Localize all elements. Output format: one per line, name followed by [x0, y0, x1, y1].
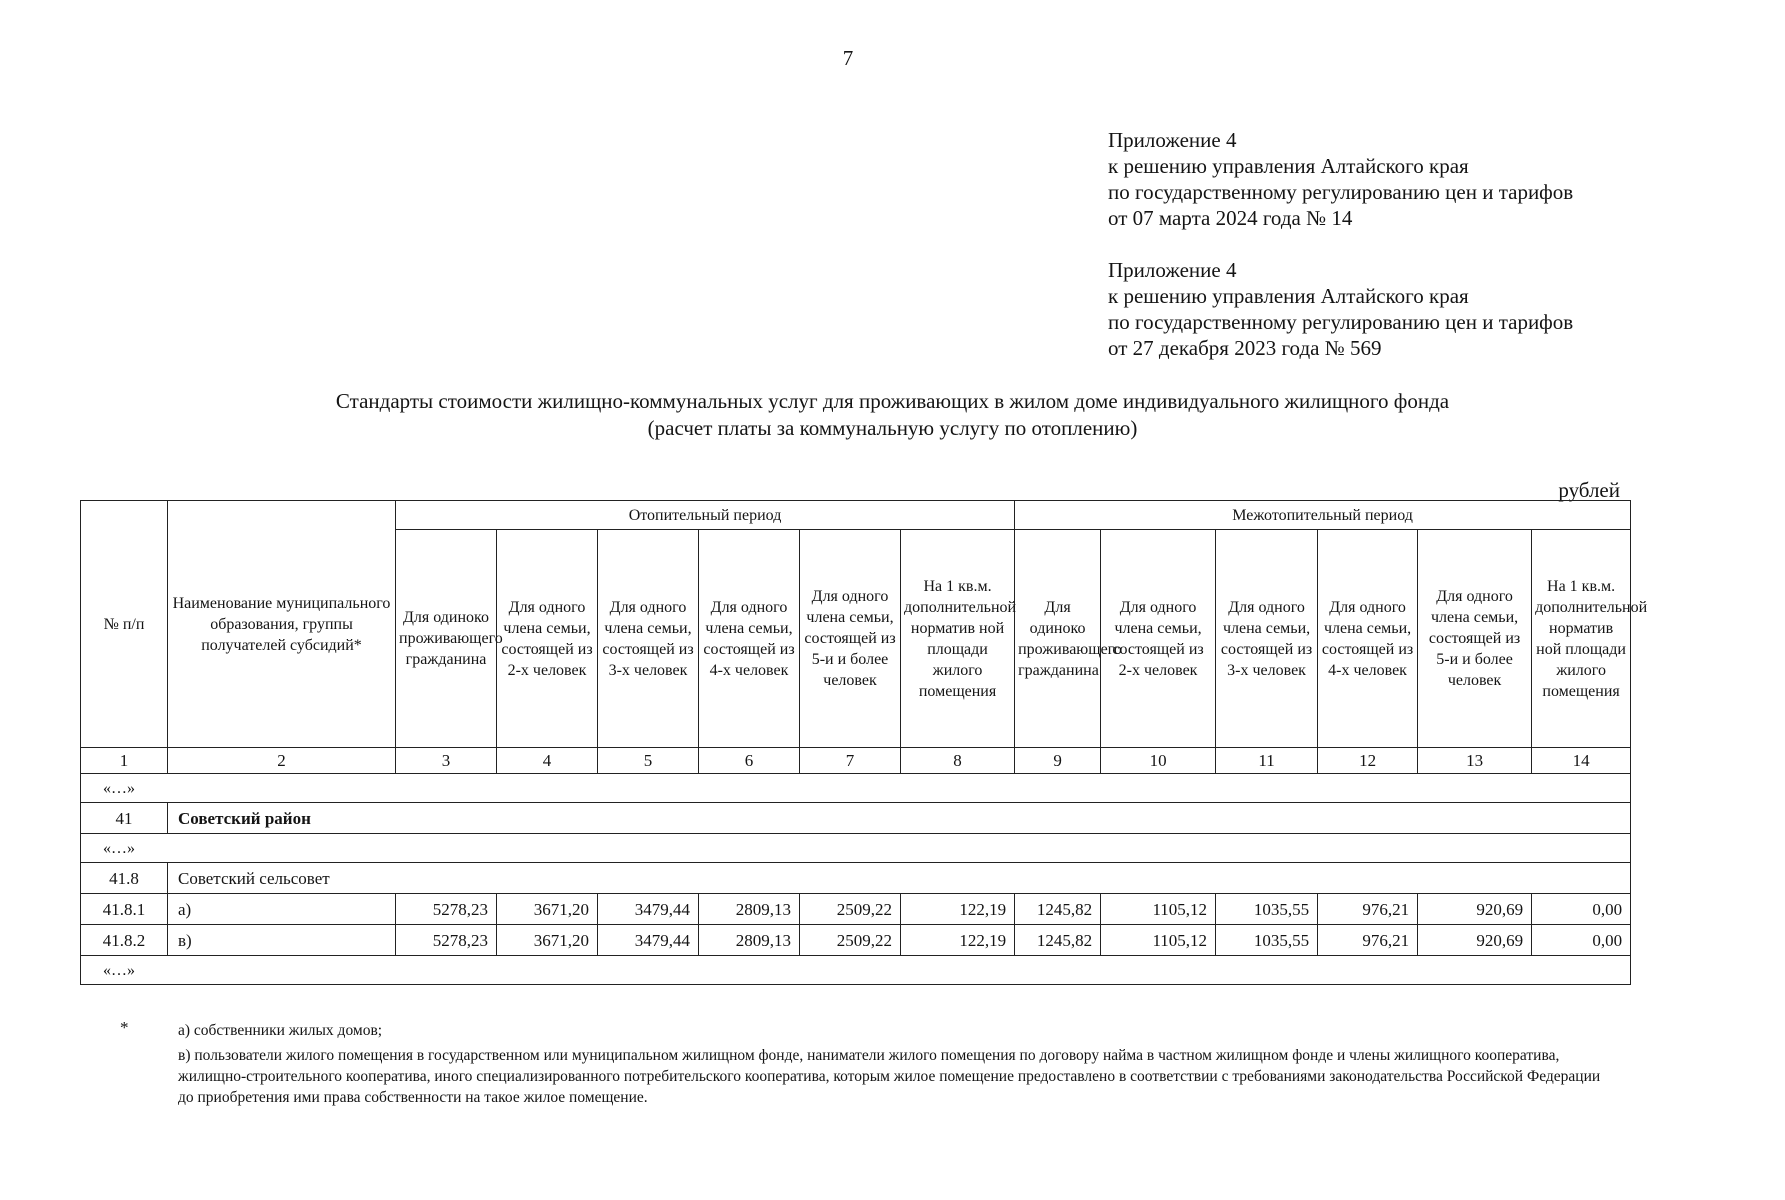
column-number: 7	[800, 748, 901, 774]
settlement-name: Советский сельсовет	[168, 863, 1631, 894]
column-number: 11	[1216, 748, 1318, 774]
col-header: Для одиноко проживающего гражданина	[1015, 530, 1101, 748]
recipient-group: в)	[168, 925, 396, 956]
column-number: 1	[81, 748, 168, 774]
district-name: Советский район	[168, 803, 1631, 834]
document-title	[0, 388, 1785, 442]
column-number: 10	[1101, 748, 1216, 774]
value-cell: 5278,23	[396, 894, 497, 925]
col-header: На 1 кв.м. дополнительной норматив ной площади жилого помещения	[1532, 530, 1631, 748]
value-cell: 3671,20	[497, 925, 598, 956]
ellipsis: «…»	[81, 956, 1631, 985]
value-cell: 5278,23	[396, 925, 497, 956]
annex-line: от 27 декабря 2023 года № 569	[1108, 336, 1382, 360]
annex-line: от 07 марта 2024 года № 14	[1108, 206, 1353, 230]
column-number: 2	[168, 748, 396, 774]
col-header: Для одного члена семьи, состоящей из 2-х человек	[1101, 530, 1216, 748]
value-cell: 3479,44	[598, 925, 699, 956]
footnote-item-b: в) пользователи жилого помещения в государственном или муниципальном жилищном фонде, наниматели жилого помещения по договору найма в частном жилищном фонде и члены жилищного кооператива, жилищно-строительного кооператива, иного специализированного потребительского кооператива, которым жилое помещение предоставлено в соответствии с требованиями законодательства Российской Федерации до приобретения ими права собственности на такое жилое помещение.	[178, 1047, 1601, 1106]
value-cell: 1035,55	[1216, 894, 1318, 925]
column-number: 4	[497, 748, 598, 774]
subtitle-line: (расчет платы за коммунальную услугу по отоплению)	[647, 416, 1138, 440]
value-cell: 0,00	[1532, 894, 1631, 925]
column-number: 3	[396, 748, 497, 774]
col-header: Для одного члена семьи, состоящей из 3-х человек	[598, 530, 699, 748]
column-number: 8	[901, 748, 1015, 774]
column-number-row	[81, 748, 1631, 774]
table-row	[81, 894, 1631, 925]
row-number: 41.8.1	[81, 894, 168, 925]
value-cell: 1105,12	[1101, 894, 1216, 925]
column-number: 12	[1318, 748, 1418, 774]
annex-line: Приложение 4	[1108, 128, 1237, 152]
table-row	[81, 925, 1631, 956]
page-number: 7	[842, 46, 854, 70]
value-cell: 920,69	[1418, 894, 1532, 925]
value-cell: 2809,13	[699, 894, 800, 925]
col-header: Для одного члена семьи, состоящей из 4-х человек	[699, 530, 800, 748]
header-row	[81, 501, 1631, 530]
ellipsis-row	[81, 834, 1631, 863]
footnote-item-a: а) собственники жилых домов;	[178, 1022, 383, 1039]
row-number: 41	[81, 803, 168, 834]
heating-period-header: Отопительный период	[396, 501, 1015, 530]
col-header: Для одного члена семьи, состоящей из 3-х человек	[1216, 530, 1318, 748]
row-number: 41.8	[81, 863, 168, 894]
footnote-mark: *	[120, 1018, 129, 1037]
settlement-row	[81, 863, 1631, 894]
value-cell: 122,19	[901, 925, 1015, 956]
annex-line: Приложение 4	[1108, 258, 1237, 282]
col-header: Для одного члена семьи, состоящей из 5-и и более человек	[800, 530, 901, 748]
annex-line: по государственному регулированию цен и тарифов	[1108, 180, 1574, 204]
value-cell: 2509,22	[800, 925, 901, 956]
col-header-num: № п/п	[81, 501, 168, 748]
column-number: 13	[1418, 748, 1532, 774]
col-header: На 1 кв.м. дополнительной норматив ной площади жилого помещения	[901, 530, 1015, 748]
value-cell: 1105,12	[1101, 925, 1216, 956]
value-cell: 1245,82	[1015, 894, 1101, 925]
unit-label: рублей	[1558, 478, 1620, 502]
ellipsis-row	[81, 956, 1631, 985]
annex-line: к решению управления Алтайского края	[1108, 154, 1469, 178]
annex-line: по государственному регулированию цен и тарифов	[1108, 310, 1574, 334]
title-line: Стандарты стоимости жилищно-коммунальных услуг для проживающих в жилом доме индивидуального жилищного фонда	[335, 389, 1450, 413]
value-cell: 3671,20	[497, 894, 598, 925]
col-header: Для одиноко проживающего гражданина	[396, 530, 497, 748]
nonheating-period-header: Межотопительный период	[1015, 501, 1631, 530]
ellipsis-row	[81, 774, 1631, 803]
row-number: 41.8.2	[81, 925, 168, 956]
ellipsis: «…»	[81, 834, 1631, 863]
value-cell: 2509,22	[800, 894, 901, 925]
column-number: 14	[1532, 748, 1631, 774]
ellipsis: «…»	[81, 774, 1631, 803]
annex-header-current	[1108, 127, 1573, 231]
value-cell: 1035,55	[1216, 925, 1318, 956]
recipient-group: а)	[168, 894, 396, 925]
value-cell: 920,69	[1418, 925, 1532, 956]
value-cell: 976,21	[1318, 894, 1418, 925]
column-number: 6	[699, 748, 800, 774]
value-cell: 0,00	[1532, 925, 1631, 956]
value-cell: 122,19	[901, 894, 1015, 925]
district-row	[81, 803, 1631, 834]
value-cell: 976,21	[1318, 925, 1418, 956]
col-header: Для одного члена семьи, состоящей из 5-и и более человек	[1418, 530, 1532, 748]
annex-header-original	[1108, 257, 1573, 361]
col-header: Для одного члена семьи, состоящей из 4-х человек	[1318, 530, 1418, 748]
value-cell: 2809,13	[699, 925, 800, 956]
value-cell: 1245,82	[1015, 925, 1101, 956]
annex-line: к решению управления Алтайского края	[1108, 284, 1469, 308]
column-number: 5	[598, 748, 699, 774]
col-header: Для одного члена семьи, состоящей из 2-х человек	[497, 530, 598, 748]
col-header-name: Наименование муниципального образования, группы получателей субсидий*	[168, 501, 396, 748]
tariff-table	[80, 500, 1648, 985]
value-cell: 3479,44	[598, 894, 699, 925]
column-number: 9	[1015, 748, 1101, 774]
